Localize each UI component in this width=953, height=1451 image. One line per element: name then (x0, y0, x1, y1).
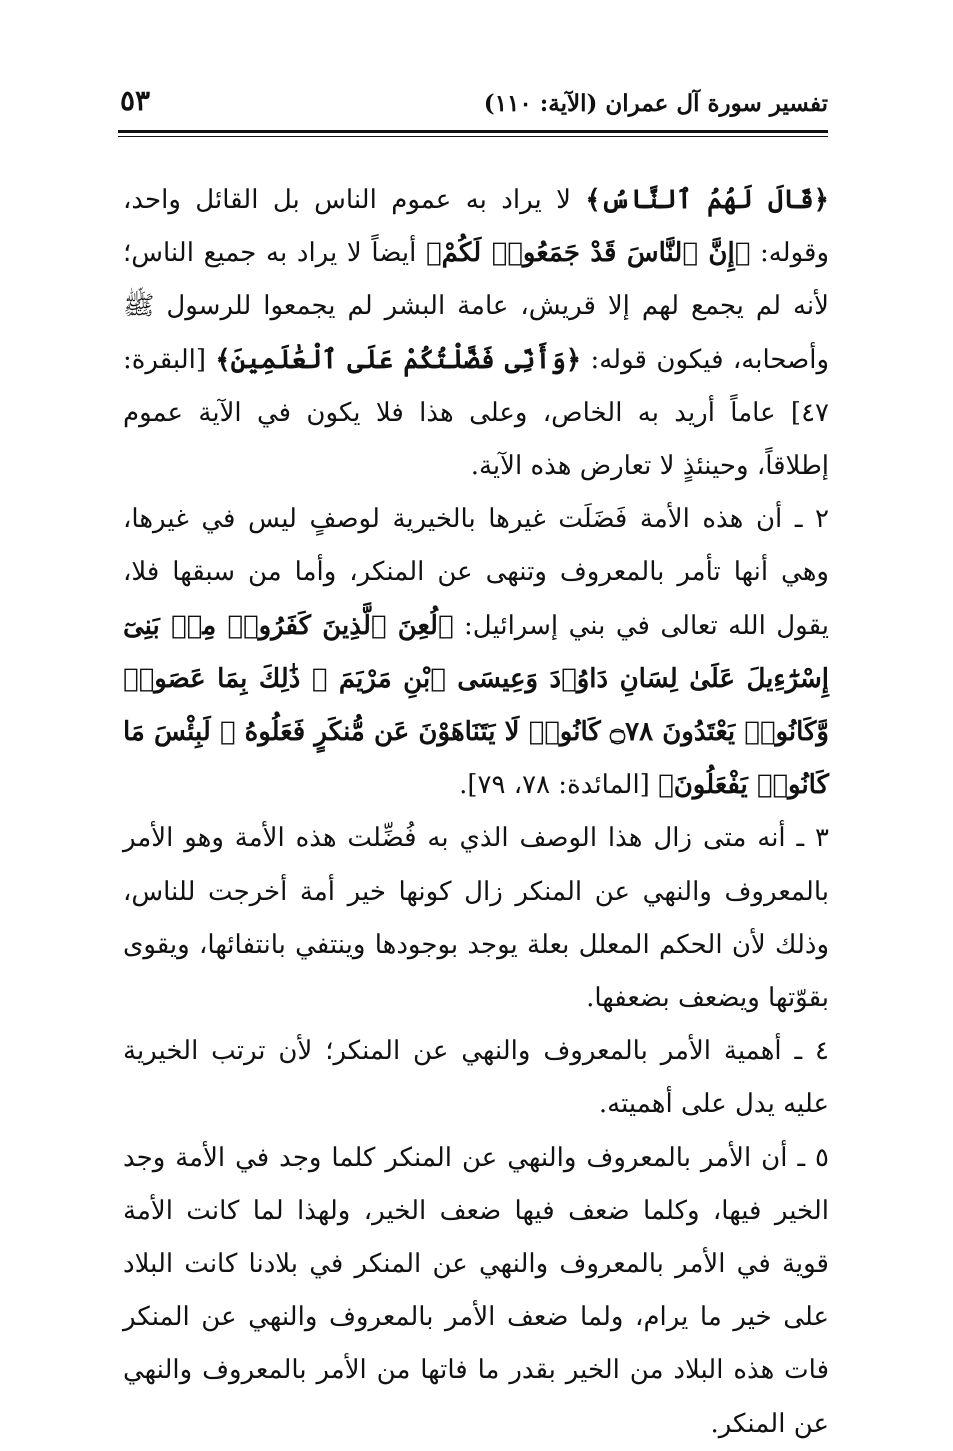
header-rule-thin (118, 136, 828, 137)
paragraph-3 (123, 812, 829, 1025)
paragraph-5 (123, 1132, 829, 1451)
paragraph-text: لا يراد به عموم الناس بل القائل واحد، وقوله: (123, 185, 829, 269)
quran-verse: ﴿إِنَّ ٱلنَّاسَ قَدْ جَمَعُوا۟ لَكُمْ﴾ (426, 238, 751, 269)
paragraph-1 (123, 174, 829, 493)
quran-verse: ﴿قَالَ لَهُمُ ٱلنَّاسُ﴾ (585, 185, 829, 215)
page-number: ٥٣ (120, 84, 151, 117)
paragraph-text: [المائدة: ٧٨، ٧٩]. (459, 770, 659, 801)
header-rule-thick (118, 130, 828, 133)
quran-verse: ﴿وَأَنِّى فَضَّلْتُكُمْ عَلَى ٱلْعَٰلَمِينَ﴾ (215, 344, 582, 375)
page-body (123, 174, 829, 1451)
running-title: تفسير سورة آل عمران (الآية: ١١٠) (483, 90, 828, 117)
paragraph-4 (123, 1025, 829, 1131)
page-header (118, 84, 828, 130)
paragraph-text: ٤ ـ أهمية الأمر بالمعروف والنهي عن المنكر؛ لأن ترتب الخيرية عليه يدل على أهميته. (123, 1036, 829, 1120)
paragraph-text: ٥ ـ أن الأمر بالمعروف والنهي عن المنكر كلما وجد في الأمة وجد الخير فيها، وكلما ضعف فيها ضعف الخير، ولهذا لما كانت الأمة قوية في الأمر بالمعروف والنهي عن المنكر في بلادنا كانت البلاد على خير ما يرام، ولما ضعف الأمر بالمعروف والنهي عن المنكر فات هذه البلاد من الخير بقدر ما فاتها من الأمر بالمعروف والنهي عن المنكر. (123, 1142, 829, 1439)
quran-verse: ﴿لُعِنَ ٱلَّذِينَ كَفَرُوا۟ مِنۢ بَنِىٓ إِسْرَٰٓءِيلَ عَلَىٰ لِسَانِ دَاوُۥدَ وَعِيسَى ٱبْنِ مَرْيَمَ ۚ ذَٰلِكَ بِمَا عَصَوا۟ وَّكَانُوا۟ يَعْتَدُونَ ۝٧٨ كَانُوا۟ لَا يَتَنَاهَوْنَ عَن مُّنكَرٍ فَعَلُوهُ ۚ لَبِئْسَ مَا كَانُوا۟ يَفْعَلُونَ﴾ (123, 610, 829, 801)
paragraph-text: أيضاً لا يراد به جميع الناس؛ لأنه لم يجمع لهم إلا قريش، عامة البشر لم يجمعوا للرسول ﷺ وأصحابه، فيكون قوله: (123, 238, 830, 375)
paragraph-text: [البقرة: ٤٧] عاماً أريد به الخاص، وعلى هذا فلا يكون في الآية عموم إطلاقاً، وحينئذٍ لا تعارض هذه الآية. (123, 344, 829, 482)
paragraph-text: ٢ ـ أن هذه الأمة فَضَلَت غيرها بالخيرية لوصفٍ ليس في غيرها، وهي أنها تأمر بالمعروف وتنهى عن المنكر، وأما من سبقها فلا، يقول الله تعالى في بني إسرائيل: (123, 504, 829, 641)
paragraph-2 (123, 493, 829, 812)
paragraph-text: ٣ ـ أنه متى زال هذا الوصف الذي به فُضِّلت هذه الأمة وهو الأمر بالمعروف والنهي عن المنكر زال كونها خير أمة أخرجت للناس، وذلك لأن الحكم المعلل بعلة يوجد بوجودها وينتفي بانتفائها، ويقوى بقوّتها ويضعف بضعفها. (123, 823, 829, 1014)
